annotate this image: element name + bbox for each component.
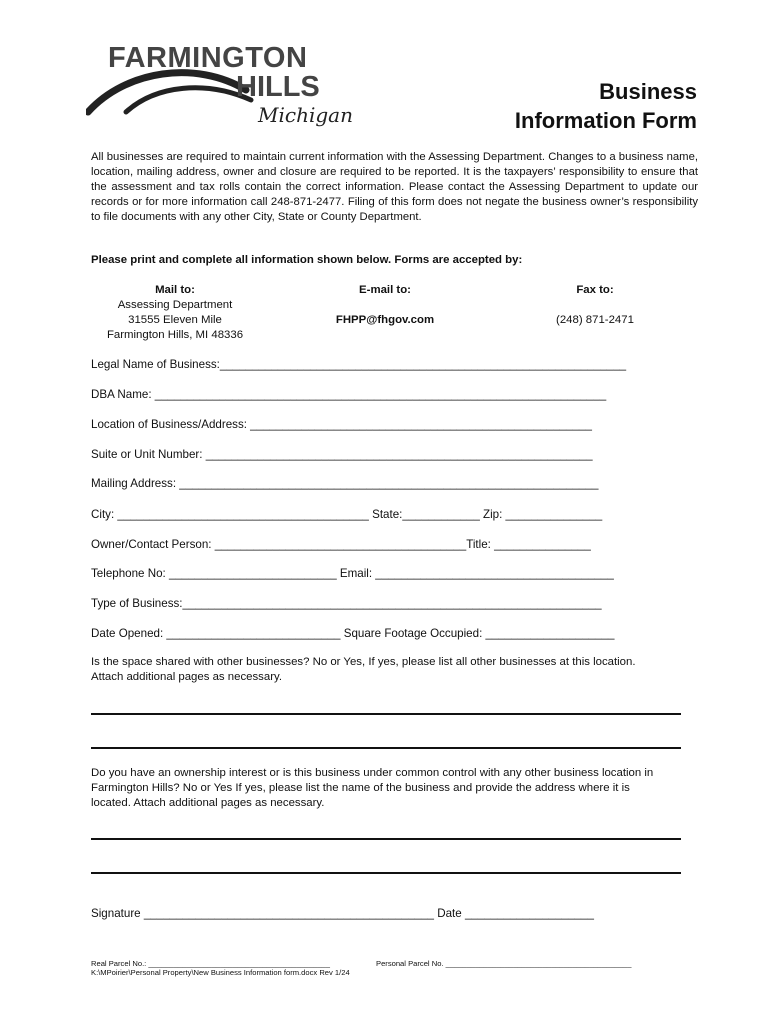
real-parcel-field[interactable]: Real Parcel No.: ___________________________________________ (91, 959, 330, 968)
farmington-hills-logo (86, 40, 356, 135)
mail-address-line3: Farmington Hills, MI 48336 (106, 329, 244, 341)
ownership-answer-line-2[interactable] (91, 872, 681, 874)
instruction-text: Please print and complete all information shown below. Forms are accepted by: (91, 254, 523, 266)
telephone-email-field[interactable]: Telephone No: __________________________ Email: _____________________________________ (91, 567, 614, 580)
mailing-address-field[interactable]: Mailing Address: _________________________________________________________________ (91, 477, 599, 490)
email-address-link[interactable]: FHPP@fhgov.com (335, 314, 435, 326)
owner-title-field[interactable]: Owner/Contact Person: _______________________________________Title: _______________ (91, 538, 591, 551)
shared-answer-line-2[interactable] (91, 747, 681, 749)
personal-parcel-field[interactable]: Personal Parcel No. ____________________________________________ (376, 959, 632, 968)
mail-address-line2: 31555 Eleven Mile (128, 314, 222, 326)
city-state-zip-field[interactable]: City: _______________________________________ State:____________ Zip: _______________ (91, 508, 603, 521)
suite-unit-field[interactable]: Suite or Unit Number: ____________________________________________________________ (91, 448, 593, 461)
logo-word-michigan: Michigan (258, 103, 353, 127)
shared-answer-line-1[interactable] (91, 713, 681, 715)
mail-to-block (90, 283, 260, 343)
location-address-field[interactable]: Location of Business/Address: _____________________________________________________ (91, 418, 592, 431)
mail-to-heading: Mail to: (155, 284, 195, 296)
intro-paragraph: All businesses are required to maintain current information with the Assessing Department. Changes to a business name, location, mailing address, owner and closure are required to be reported. It is the taxpayers’ responsibility to ensure that the assessment and tax rolls contain the correct information. Please contact the Assessing Department to update our records or for more information call 248-871-2477. Filing of this form does not negate the business owner’s responsibility to file documents with any other City, State or County Department. (91, 151, 698, 223)
ownership-question: Do you have an ownership interest or is this business under common control with any other business location in Farmington Hills? No or Yes If yes, please list the name of the business and provide the address where it is located. Attach additional pages as necessary. (91, 767, 654, 809)
form-title (515, 77, 697, 135)
date-opened-sqft-field[interactable]: Date Opened: ___________________________ Square Footage Occupied: ____________________ (91, 627, 615, 640)
ownership-answer-line-1[interactable] (91, 838, 681, 840)
email-to-block (300, 283, 470, 328)
fax-number: (248) 871-2471 (556, 314, 634, 326)
logo-word-farmington: FARMINGTON (108, 42, 308, 74)
business-type-field[interactable]: Type of Business:_________________________________________________________________ (91, 597, 602, 610)
email-to-heading: E-mail to: (359, 284, 411, 296)
dba-name-field[interactable]: DBA Name: ______________________________________________________________________ (91, 388, 607, 401)
file-path-footer: K:\MPoirier\Personal Property\New Business Information form.docx Rev 1/24 (91, 968, 350, 977)
shared-space-question: Is the space shared with other businesses? No or Yes, If yes, please list all other businesses at this location. Attach additional pages as necessary. (91, 656, 636, 683)
fax-to-block (510, 283, 680, 328)
form-title-line2: Information Form (514, 108, 697, 133)
logo-word-hills: HILLS (236, 71, 320, 103)
legal-name-field[interactable]: Legal Name of Business:_______________________________________________________________ (91, 358, 627, 371)
logo-graphic (86, 40, 356, 135)
mail-address-line1: Assessing Department (117, 299, 233, 311)
fax-to-heading: Fax to: (576, 284, 614, 296)
form-title-line1: Business (599, 79, 697, 104)
signature-date-field[interactable]: Signature _____________________________________________ Date ____________________ (91, 907, 594, 920)
